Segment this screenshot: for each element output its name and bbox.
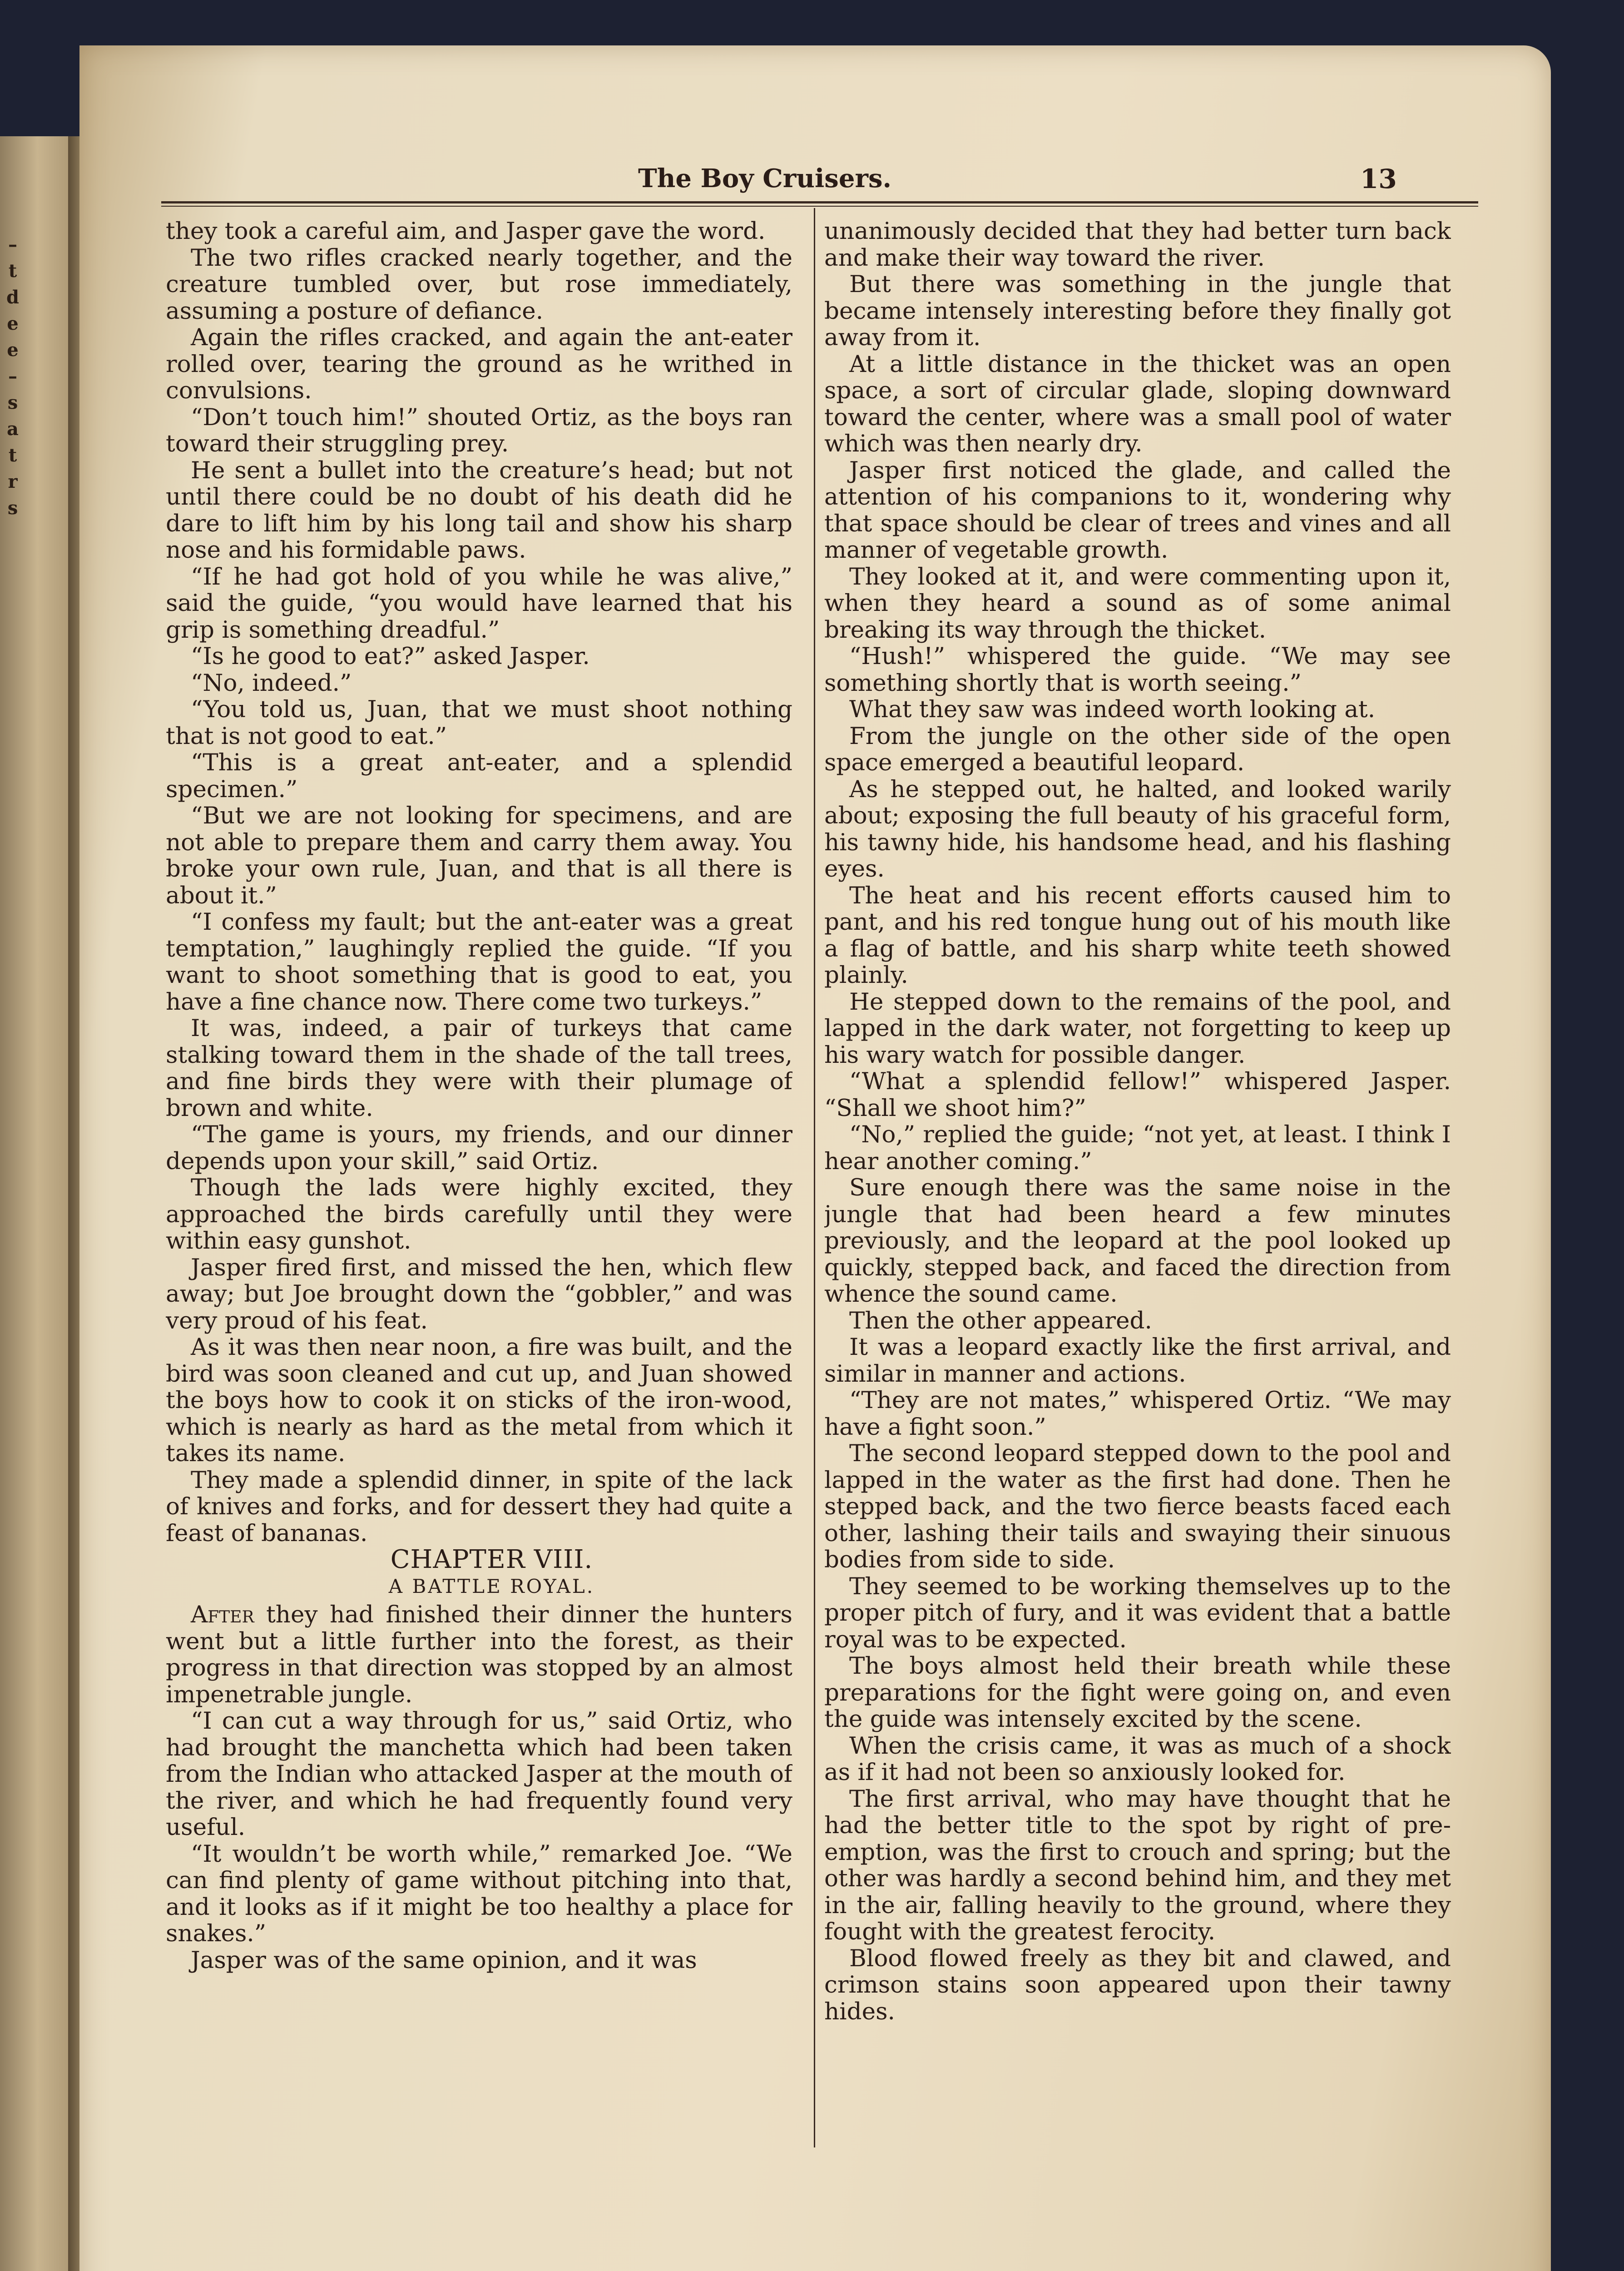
paragraph: “The game is yours, my friends, and our dinner depends upon your skill,” said Ortiz. bbox=[166, 1121, 792, 1175]
facing-page-glyph: – bbox=[8, 366, 17, 387]
paragraph: “No, indeed.” bbox=[191, 669, 352, 697]
facing-page-glyph: s bbox=[7, 497, 18, 519]
facing-page-glyph: a bbox=[7, 418, 19, 440]
paragraph: “I can cut a way through for us,” said Ortiz, who had brought the manchetta which had been taken from the Indian who attacked Jasper at the mouth of the river, and which he had frequently found very useful. bbox=[166, 1707, 792, 1841]
right-column-text bbox=[824, 218, 1451, 2025]
paragraph: But there was something in the jungle that became intensely interesting before they finally got away from it. bbox=[824, 271, 1451, 351]
paragraph: He stepped down to the remains of the pool, and lapped in the dark water, not forgetting to keep up his wary watch for possible danger. bbox=[824, 988, 1451, 1069]
paragraph: The boys almost held their breath while these preparations for the fight were going on, and even the guide was intensely excited by the scene. bbox=[824, 1652, 1451, 1733]
right-column bbox=[824, 218, 1451, 2207]
paragraph: “Don’t touch him!” shouted Ortiz, as the boys ran toward their struggling prey. bbox=[166, 403, 792, 457]
chapter-opening-word: After bbox=[191, 1601, 254, 1628]
page-number: 13 bbox=[1360, 164, 1397, 194]
paragraph: At a little distance in the thicket was an open space, a sort of circular glade, sloping downward toward the center, where was a small pool of water which was then nearly dry. bbox=[824, 350, 1451, 457]
paragraph: Jasper fired first, and missed the hen, which flew away; but Joe brought down the “gobbler,” and was very proud of his feat. bbox=[166, 1254, 792, 1334]
paragraph: “No,” replied the guide; “not yet, at least. I think I hear another coming.” bbox=[824, 1121, 1451, 1175]
chapter-opening-paragraph bbox=[166, 1602, 792, 1708]
paragraph: “If he had got hold of you while he was alive,” said the guide, “you would have learned that his grip is something dreadful.” bbox=[166, 563, 792, 644]
paragraph: What they saw was indeed worth looking at. bbox=[849, 696, 1376, 723]
paragraph: The first arrival, who may have thought that he had the better title to the spot by right of pre-emption, was the first to crouch and spring; but the other was hardly a second behind him, and they met in the air, falling heavily to the ground, where they fought with the greatest ferocity. bbox=[824, 1785, 1451, 1945]
facing-page-glyph: t bbox=[8, 260, 17, 282]
paragraph: “Is he good to eat?” asked Jasper. bbox=[191, 643, 590, 670]
facing-page-glyph: e bbox=[7, 313, 19, 334]
running-head-title: The Boy Cruisers. bbox=[638, 164, 891, 193]
paragraph: “They are not mates,” whispered Ortiz. “We may have a fight soon.” bbox=[824, 1387, 1451, 1441]
paragraph: When the crisis came, it was as much of a shock as if it had not been so anxiously looked for. bbox=[824, 1732, 1451, 1786]
paragraph: It was, indeed, a pair of turkeys that came stalking toward them in the shade of the tall trees, and fine birds they were with their plumage of brown and white. bbox=[166, 1015, 792, 1122]
paragraph: As he stepped out, he halted, and looked warily about; exposing the full beauty of his graceful form, his tawny hide, his handsome head, and his flashing eyes. bbox=[824, 775, 1451, 883]
left-column-text-before-chapter bbox=[166, 218, 792, 1547]
facing-page-glyph: – bbox=[8, 234, 17, 255]
paragraph: “Hush!” whispered the guide. “We may see something shortly that is worth seeing.” bbox=[824, 643, 1451, 697]
paragraph: The two rifles cracked nearly together, and the creature tumbled over, but rose immediately, assuming a posture of defiance. bbox=[166, 244, 792, 325]
paragraph: He sent a bullet into the creature’s head; but not until there could be no doubt of his death did he dare to lift him by his long tail and show his sharp nose and his formidable paws. bbox=[166, 456, 792, 564]
running-head bbox=[79, 164, 1551, 204]
paragraph: Jasper first noticed the glade, and called the attention of his companions to it, wondering why that space should be clear of trees and vines and all manner of vegetable growth. bbox=[824, 456, 1451, 564]
paragraph: As it was then near noon, a fire was built, and the bird was soon cleaned and cut up, and Juan showed the boys how to cook it on sticks of the iron-wood, which is nearly as hard as the metal from which it takes its name. bbox=[166, 1334, 792, 1467]
facing-page-text-fragments bbox=[4, 232, 22, 521]
facing-page-glyph: t bbox=[8, 445, 17, 466]
paragraph: The heat and his recent efforts caused him to pant, and his red tongue hung out of his mouth like a flag of battle, and his sharp white teeth showed plainly. bbox=[824, 882, 1451, 989]
paragraph: “This is a great ant-eater, and a splendid specimen.” bbox=[166, 749, 792, 803]
chapter-title: CHAPTER VIII. bbox=[390, 1545, 593, 1574]
column-divider bbox=[814, 208, 815, 2147]
facing-page-glyph: d bbox=[6, 287, 19, 308]
paragraph: Sure enough there was the same noise in the jungle that had been heard a few minutes previously, and the leopard at the pool looked up quickly, stepped back, and faced the direction from whence the sound came. bbox=[824, 1174, 1451, 1308]
facing-page-edge bbox=[0, 136, 68, 2271]
paragraph: “I confess my fault; but the ant-eater was a great temptation,” laughingly replied the guide. “If you want to shoot something that is good to eat, you have a fine chance now. There come two turkeys.” bbox=[166, 908, 792, 1016]
header-rule-thin bbox=[161, 206, 1478, 207]
facing-page-glyph: e bbox=[7, 339, 19, 361]
paragraph: Again the rifles cracked, and again the ant-eater rolled over, tearing the ground as he writhed in convulsions. bbox=[166, 324, 792, 404]
chapter-opening-text: they had finished their dinner the hunters went but a little further into the forest, as their progress in that direction was stopped by an almost impenetrable jungle. bbox=[166, 1601, 792, 1708]
paragraph: It was a leopard exactly like the first arrival, and similar in manner and actions. bbox=[824, 1334, 1451, 1388]
left-column-text-after-chapter bbox=[166, 1602, 792, 1973]
paragraph: Though the lads were highly excited, they approached the birds carefully until they were within easy gunshot. bbox=[166, 1174, 792, 1255]
paragraph: “You told us, Juan, that we must shoot nothing that is not good to eat.” bbox=[166, 696, 792, 750]
chapter-subtitle: A BATTLE ROYAL. bbox=[388, 1575, 595, 1597]
facing-page-glyph: s bbox=[7, 392, 18, 413]
paragraph: “It wouldn’t be worth while,” remarked Joe. “We can find plenty of game without pitching into that, and it looks as if it might be too healthy a place for snakes.” bbox=[166, 1840, 792, 1947]
paragraph: From the jungle on the other side of the open space emerged a beautiful leopard. bbox=[824, 722, 1451, 776]
facing-page-glyph: r bbox=[8, 471, 18, 492]
paragraph: “But we are not looking for specimens, and are not able to prepare them and carry them away. You broke your own rule, Juan, and that is all there is about it.” bbox=[166, 802, 792, 909]
paragraph: They looked at it, and were commenting upon it, when they heard a sound as of some animal breaking its way through the thicket. bbox=[824, 563, 1451, 644]
paragraph: Jasper was of the same opinion, and it was bbox=[191, 1946, 697, 1974]
paragraph: they took a careful aim, and Jasper gave the word. bbox=[166, 218, 766, 245]
header-rule bbox=[161, 201, 1478, 203]
paragraph: The second leopard stepped down to the pool and lapped in the water as the first had done. Then he stepped back, and the two fierce beasts faced each other, lashing their tails and swaying their sinuous bodies from side to side. bbox=[824, 1440, 1451, 1573]
paragraph: Blood flowed freely as they bit and clawed, and crimson stains soon appeared upon their tawny hides. bbox=[824, 1944, 1451, 2025]
left-column bbox=[166, 218, 792, 2207]
paragraph: They seemed to be working themselves up to the proper pitch of fury, and it was evident that a battle royal was to be expected. bbox=[824, 1572, 1451, 1653]
book-page bbox=[79, 45, 1551, 2271]
paragraph: They made a splendid dinner, in spite of the lack of knives and forks, and for dessert they had quite a feast of bananas. bbox=[166, 1466, 792, 1547]
paragraph: Then the other appeared. bbox=[849, 1307, 1152, 1334]
paragraph: “What a splendid fellow!” whispered Jasper. “Shall we shoot him?” bbox=[824, 1068, 1451, 1122]
paragraph: unanimously decided that they had better turn back and make their way toward the river. bbox=[824, 218, 1451, 272]
